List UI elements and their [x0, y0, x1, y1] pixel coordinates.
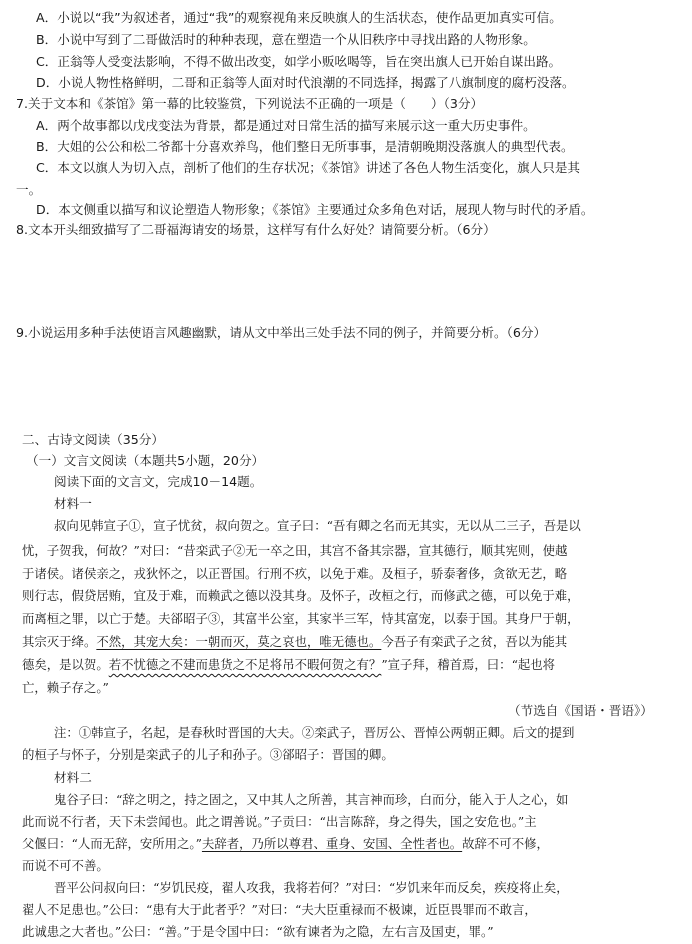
material1-line-7-end: ”宣子拜，稽首焉，曰：“起也将 [381, 657, 556, 672]
underlined-sentence: 不然，其宠大矣：一朝而灭，莫之哀也，唯无德也。 [96, 634, 382, 649]
section-title: 二、古诗文阅读（35分） [22, 432, 164, 447]
material2-line-3-end: 故辞不可不修， [462, 836, 549, 851]
q7-stem: 7.关于文本和《茶馆》第一幕的比较鉴赏，下列说法不正确的一项是（ ）（3分） [16, 96, 484, 111]
material1-line-6 [22, 632, 567, 651]
material2-line-3 [22, 834, 549, 853]
q6-option-b: B．小说中写到了二哥做活时的种种表现，意在塑造一个从旧秩序中寻找出路的人物形象。 [36, 32, 536, 47]
material1-line-4: 则行志，假贷居贿，宜及于难，而赖武之德以没其身。及怀子，改桓之行，而修武之德，可以免于难， [22, 588, 580, 603]
material1-line-6-end: 今吾子有栾武子之贫，吾以为能其 [381, 634, 568, 649]
q7-option-c-cont: 一。 [16, 182, 42, 197]
q6-option-c: C．正翁等人受变法影响，不得不做出改变，如学小贩吆喝等，旨在突出旗人已开始自谋出路。 [36, 54, 562, 69]
notes-line-1: 注：①韩宣子，名起，是春秋时晋国的大夫。②栾武子，晋厉公、晋悼公两朝正卿。后文的提到 [54, 725, 575, 740]
material2-line-2: 此而说不行者，天下未尝闻也。此之谓善说。”子贡曰：“出言陈辞，身之得失，国之安危也。”主 [22, 814, 537, 829]
underlined-sentence-2: 夫辞者，乃所以尊君、重身、安国、全性者也。 [201, 836, 463, 851]
material1-line-6-start: 其宗灭于绛。 [22, 634, 97, 649]
material2-label: 材料二 [54, 770, 92, 785]
material2-line-7: 此诚患之大者也。”公曰：“善。”于是令国中曰：“欲有谏者为之隐，左右言及国吏，罪。” [22, 924, 494, 939]
reading-instruction: 阅读下面的文言文，完成10－14题。 [54, 474, 263, 489]
material1-line-3: 于诸侯。诸侯亲之，戎狄怀之，以正晋国。行刑不疚，以免于难。及桓子，骄泰奢侈，贪欲无艺，略 [22, 566, 568, 581]
q7-option-a: A．两个故事都以戊戌变法为背景，都是通过对日常生活的描写来展示这一重大历史事件。 [36, 118, 536, 133]
material2-line-1: 鬼谷子曰：“辞之明之，持之固之，又中其人之所善，其言神而珍，白而分，能入于人之心，如 [54, 792, 569, 807]
material1-line-2: 忧，子贺我，何故？”对曰：“昔栾武子②无一卒之田，其宫不备其宗器，宣其德行，顺其宪则，使越 [22, 543, 568, 558]
material1-line-7 [22, 655, 555, 674]
source-citation: （节选自《国语・晋语》） [508, 703, 653, 718]
material2-line-3-start: 父偃曰：“人而无辞，安所用之。” [22, 836, 202, 851]
subsection-title: （一）文言文阅读（本题共5小题，20分） [26, 453, 265, 468]
material2-line-4: 而说不可不善。 [22, 858, 109, 873]
q6-option-d: D．小说人物性格鲜明，二哥和正翁等人面对时代浪潮的不同选择，揭露了八旗制度的腐朽没落。 [36, 75, 575, 90]
material1-label: 材料一 [54, 496, 92, 511]
notes-line-2: 的桓子与怀子，分别是栾武子的儿子和孙子。③郤昭子：晋国的卿。 [22, 747, 394, 762]
q7-option-c: C．本文以旗人为切入点，剖析了他们的生存状况；《茶馆》讲述了各色人物生活变化，旗人只是其 [36, 160, 581, 175]
material2-line-6: 翟人不足患也。”公曰：“患有大于此者乎？”对曰：“夫大臣重禄而不极谏，近臣畏罪而不敢言， [22, 902, 537, 917]
material1-line-1: 叔向见韩宣子①，宣子忧贫，叔向贺之。宣子曰：“吾有卿之名而无其实，无以从二三子，吾是以 [54, 518, 581, 533]
q7-option-b: B．大姐的公公和松二爷都十分喜欢养鸟，他们整日无所事事，是清朝晚期没落旗人的典型代表。 [36, 139, 574, 154]
material1-line-8: 亡，赖子存之。” [22, 680, 109, 695]
material1-line-7-start: 德矣，是以贺。 [22, 657, 109, 672]
material1-line-5: 而离桓之罪，以亡于楚。夫郤昭子③，其富半公室，其家半三军，恃其富宠，以泰于国。其身尸于朝， [22, 611, 580, 626]
q8-stem: 8.文本开头细致描写了二哥福海请安的场景，这样写有什么好处？请简要分析。（6分） [16, 222, 496, 237]
wavy-underlined-sentence: 若不忧德之不建而患货之不足将吊不暇何贺之有？ [108, 657, 382, 672]
q6-option-a: A．小说以“我”为叙述者，通过“我”的观察视角来反映旗人的生活状态，使作品更加真实可信。 [36, 10, 562, 25]
q9-stem: 9.小说运用多种手法使语言风趣幽默，请从文中举出三处手法不同的例子，并简要分析。（6分） [16, 325, 547, 340]
q7-option-d: D．本文侧重以描写和议论塑造人物形象；《茶馆》主要通过众多角色对话，展现人物与时代的矛盾。 [36, 202, 594, 217]
material2-line-5: 晋平公问叔向曰：“岁饥民疫，翟人攻我，我将若何？”对曰：“岁饥来年而反矣，疾疫将止矣， [54, 880, 569, 895]
